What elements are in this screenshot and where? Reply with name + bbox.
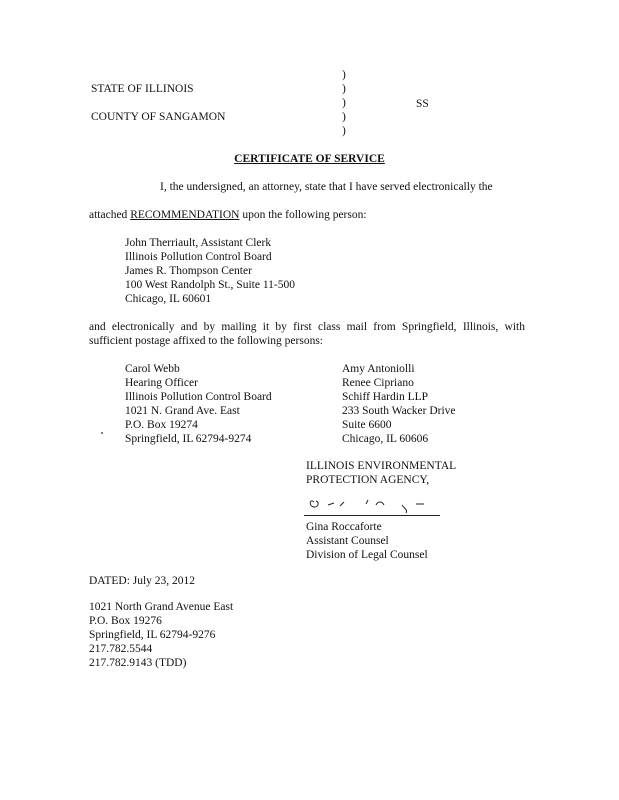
handwritten-signature (304, 488, 440, 516)
signer-line: Assistant Counsel (306, 535, 389, 547)
caption-paren: ) (342, 125, 346, 137)
caption-ss: SS (416, 98, 429, 110)
signer-line: Gina Roccaforte (306, 521, 382, 533)
recipient-right-address (342, 362, 456, 446)
agency-line: ILLINOIS ENVIRONMENTAL (306, 460, 457, 472)
address-line: P.O. Box 19274 (125, 419, 198, 431)
address-line: Springfield, IL 62794-9274 (125, 433, 252, 445)
agency-line: PROTECTION AGENCY, (306, 474, 430, 486)
recipient-left-address (125, 362, 272, 446)
signer-block (306, 520, 428, 562)
recommendation-ref: RECOMMENDATION (130, 209, 240, 221)
caption-paren: ) (342, 97, 346, 109)
address-line: Renee Cipriano (342, 377, 414, 389)
intro-prefix: attached (89, 209, 131, 221)
signer-line: Division of Legal Counsel (306, 549, 428, 561)
address-line: Illinois Pollution Control Board (125, 391, 272, 403)
address-line: P.O. Box 19276 (89, 615, 162, 627)
mail-paragraph: and electronically and by mailing it by first class mail from Springfield, Illinois, with sufficient postage affixed to the following persons: (89, 321, 525, 347)
agency-name (306, 459, 456, 487)
address-line: Schiff Hardin LLP (342, 391, 429, 403)
address-line: Chicago, IL 60601 (125, 293, 212, 305)
address-line: 100 West Randolph St., Suite 11-500 (125, 279, 295, 291)
address-line: John Therriault, Assistant Clerk (125, 237, 272, 249)
caption-paren: ) (342, 111, 346, 123)
address-line: Suite 6600 (342, 419, 392, 431)
sender-address (89, 600, 233, 670)
caption-paren: ) (342, 69, 346, 81)
scan-speck (101, 432, 103, 434)
caption-state: STATE OF ILLINOIS (91, 83, 194, 95)
caption-county: COUNTY OF SANGAMON (91, 111, 226, 123)
dated-line: DATED: July 23, 2012 (89, 575, 196, 587)
address-line: Carol Webb (125, 363, 180, 375)
document-title: CERTIFICATE OF SERVICE (234, 153, 385, 165)
address-line: Amy Antoniolli (342, 363, 415, 375)
address-line: 233 South Wacker Drive (342, 405, 456, 417)
intro-suffix: upon the following person: (239, 209, 367, 221)
address-line: 1021 North Grand Avenue East (89, 601, 234, 613)
caption-paren: ) (342, 83, 346, 95)
address-line: Springfield, IL 62794-9276 (89, 629, 216, 641)
address-line: Hearing Officer (125, 377, 198, 389)
intro-line-2 (89, 208, 367, 222)
address-line: 217.782.5544 (89, 643, 153, 655)
signature-line (304, 515, 440, 516)
address-line: Chicago, IL 60606 (342, 433, 429, 445)
address-line: 1021 N. Grand Ave. East (125, 405, 240, 417)
address-line: James R. Thompson Center (125, 265, 252, 277)
address-line: Illinois Pollution Control Board (125, 251, 272, 263)
address-line: 217.782.9143 (TDD) (89, 657, 187, 669)
intro-line-1: I, the undersigned, an attorney, state that I have served electronically the (160, 181, 493, 193)
primary-recipient-address (125, 236, 295, 306)
